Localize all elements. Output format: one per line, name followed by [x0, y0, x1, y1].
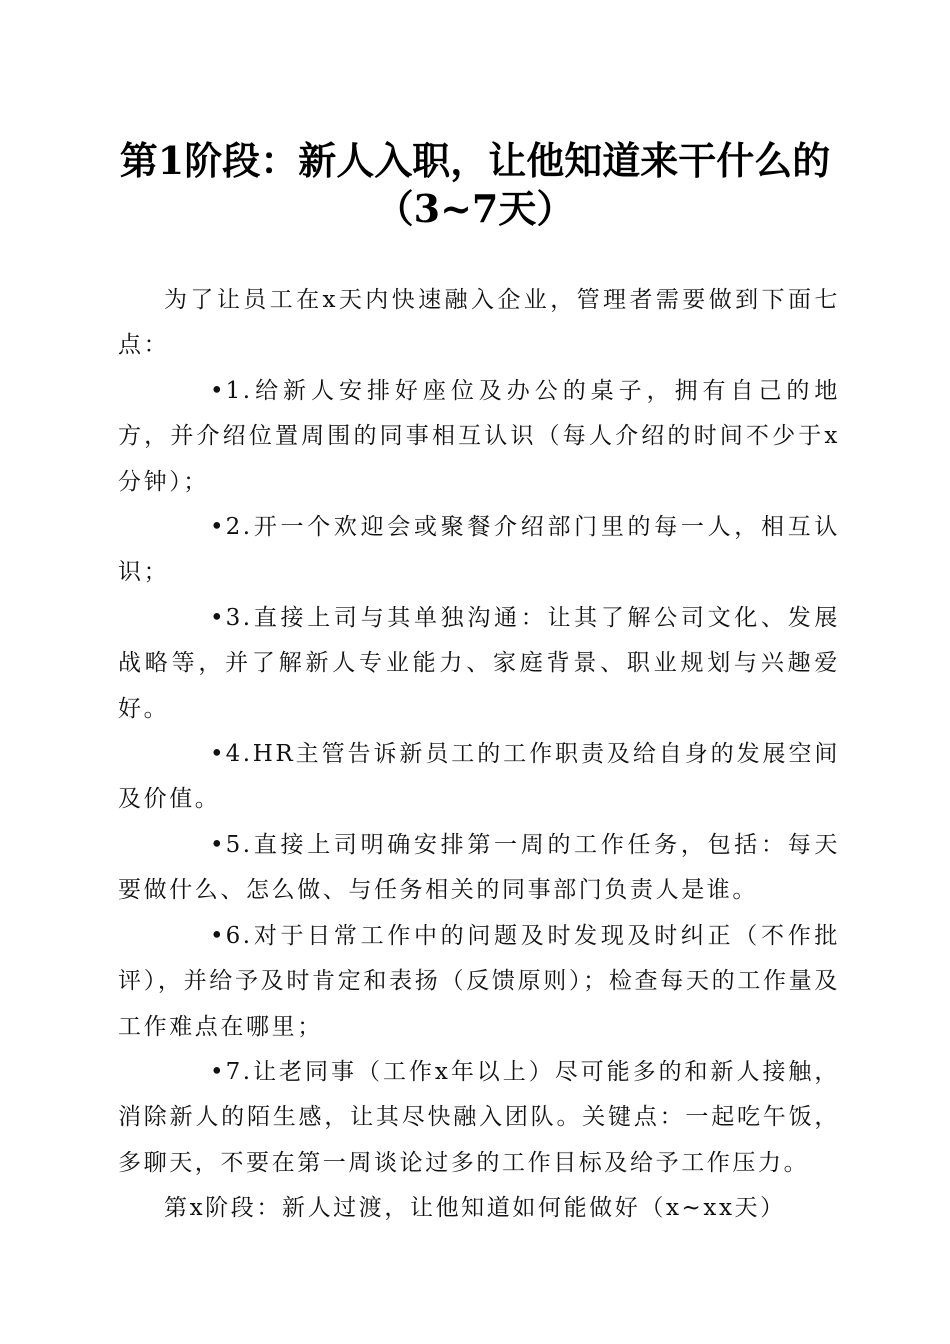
document-title: 第1阶段：新人入职，让他知道来干什么的	[119, 138, 831, 183]
list-item-text: 4.HR主管告诉新员工的工作职责及给自身的发展空间及价值。	[118, 741, 840, 813]
list-item-text: 3.直接上司与其单独沟通：让其了解公司文化、发展战略等，并了解新人专业能力、家庭背景、职业规划与兴趣爱好。	[118, 604, 840, 722]
bullet-icon: •	[210, 741, 224, 768]
list-item-text: 5.直接上司明确安排第一周的工作任务，包括：每天要做什么、怎么做、与任务相关的同事部门负责人是谁。	[118, 831, 840, 904]
intro-paragraph: 为了让员工在x天内快速融入企业，管理者需要做到下面七点：	[118, 287, 840, 359]
list-item	[118, 914, 840, 1050]
list-item-text: 2.开一个欢迎会或聚餐介绍部门里的每一人，相互认识；	[118, 514, 840, 586]
list-item-text: 1.给新人安排好座位及办公的桌子，拥有自己的地方，并介绍位置周围的同事相互认识（每人介绍的时间不少于x分钟）；	[118, 377, 840, 495]
list-item	[118, 1050, 840, 1186]
bullet-icon: •	[210, 514, 224, 541]
bullet-icon: •	[210, 922, 224, 949]
list-item	[118, 369, 840, 505]
list-item	[118, 732, 840, 823]
list-item-text: 6.对于日常工作中的问题及时发现及时纠正（不作批评），并给予及时肯定和表扬（反馈原则）；检查每天的工作量及工作难点在哪里；	[118, 922, 840, 1040]
bullet-icon: •	[210, 1058, 224, 1085]
closing-paragraph: 第x阶段：新人过渡，让他知道如何能做好（x~xx天）	[164, 1195, 786, 1222]
list-item	[118, 823, 840, 914]
document-body	[118, 278, 840, 1232]
list-item-text: 7.让老同事（工作x年以上）尽可能多的和新人接触，消除新人的陌生感，让其尽快融入团队。关键点：一起吃午饭，多聊天，不要在第一周谈论过多的工作目标及给予工作压力。	[118, 1058, 840, 1176]
bullet-icon: •	[210, 377, 224, 404]
list-item	[118, 596, 840, 732]
document-title-duration: （3~7天）	[375, 186, 575, 231]
bullet-icon: •	[210, 604, 224, 631]
list-item	[118, 505, 840, 596]
bullet-icon: •	[210, 831, 224, 858]
